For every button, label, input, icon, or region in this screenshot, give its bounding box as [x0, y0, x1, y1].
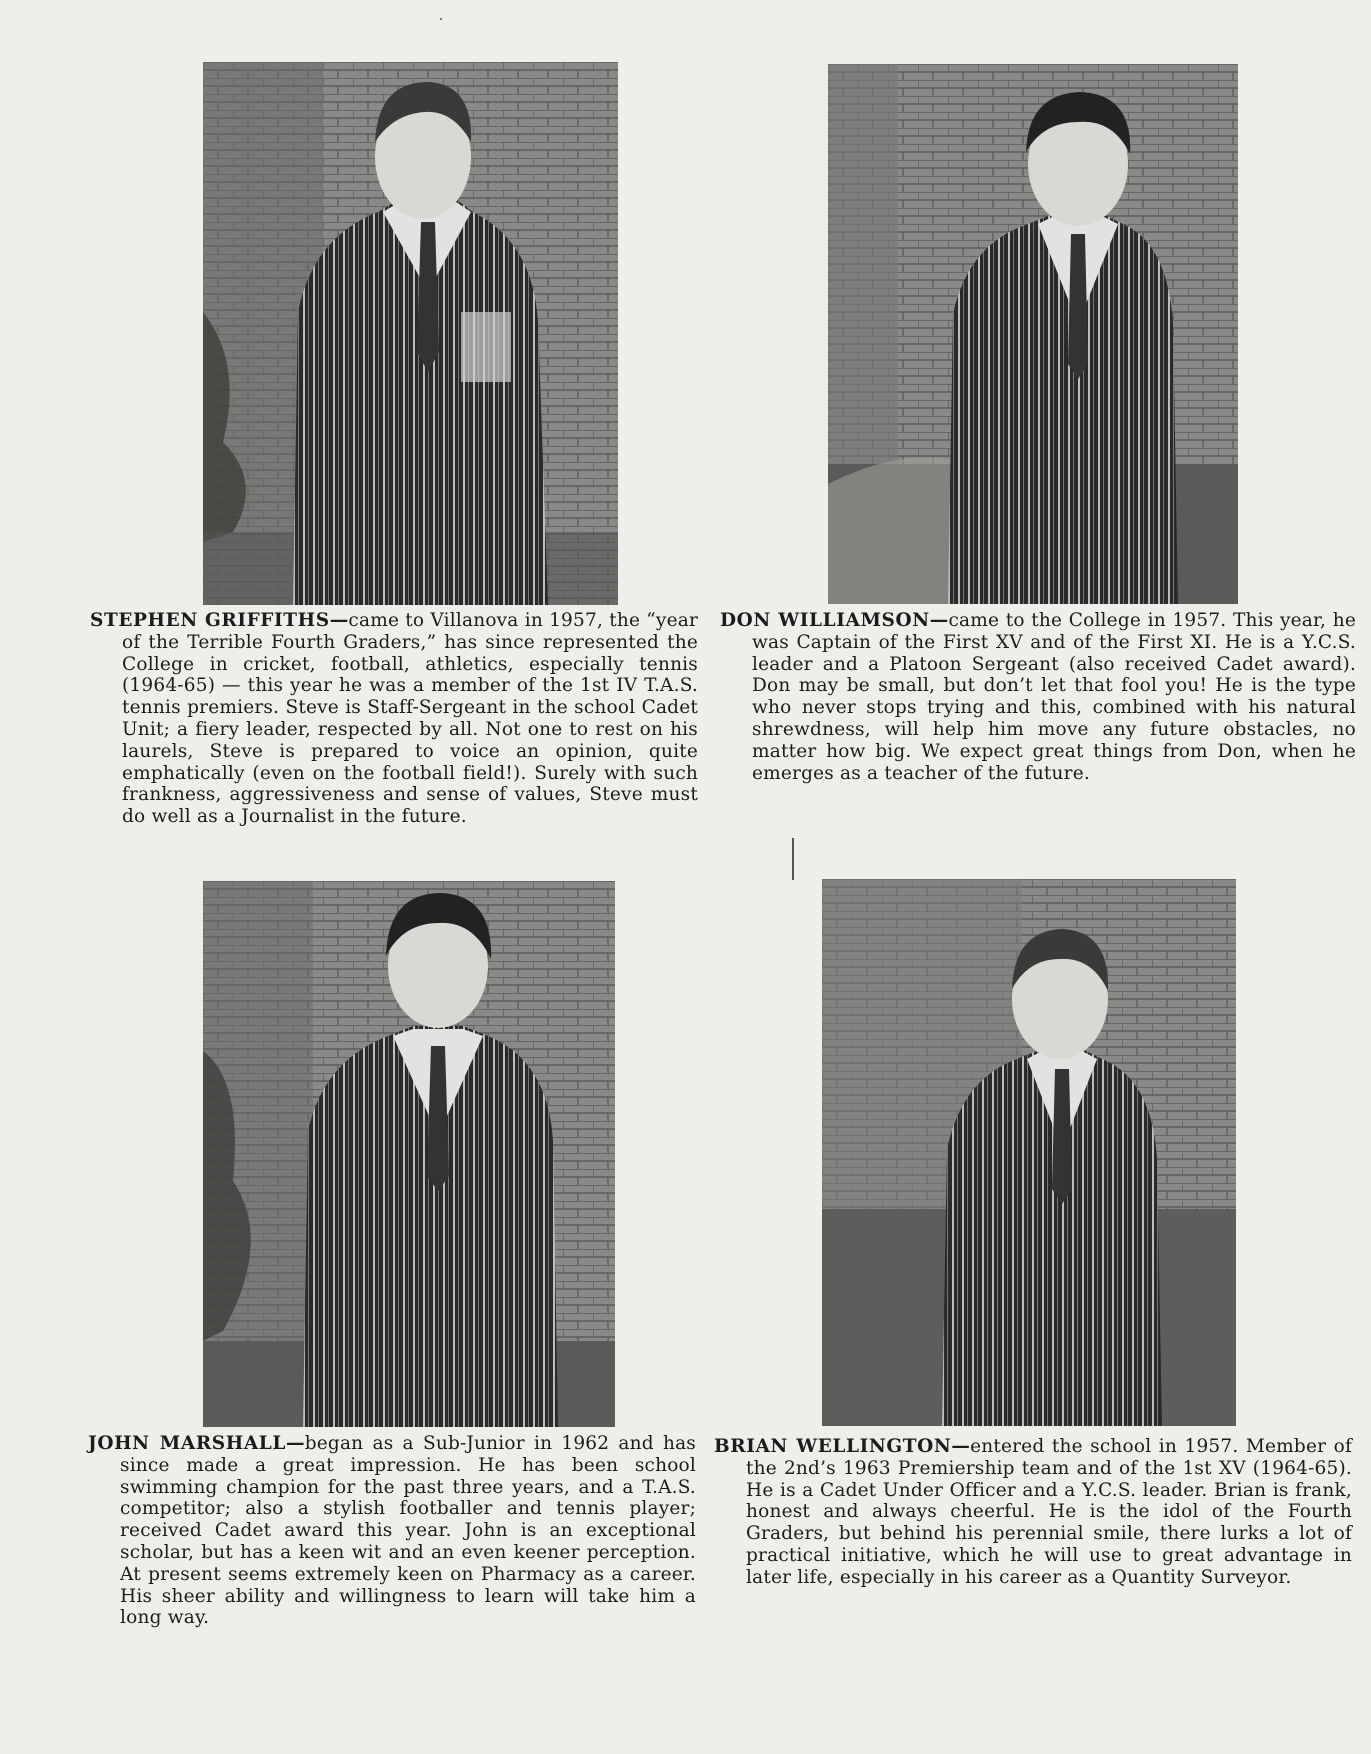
bio-name: STEPHEN GRIFFITHS — [90, 610, 330, 631]
bio-name: BRIAN WELLINGTON — [714, 1436, 952, 1457]
bio-text: came to the College in 1957. This year, he was Captain of the First XV and of the First XI. He is a Y.C.S. leader and a Platoon Sergeant (also received Cadet award). Don may be small, but don’t let that fool you! He is the type who never stops trying and this, combined with his natural shrewdness, will help him move any future obstacles, no matter how big. We expect great things from Don, when he emerges as a teacher of the future. — [752, 610, 1356, 784]
bio-text: entered the school in 1957. Member of the 2nd’s 1963 Premiership team and of the 1st XV (1964-65). He is a Cadet Under Officer and a Y.C.S. leader. Brian is frank, honest and always cheerful. He is the idol of the Fourth Graders, but behind his perennial smile, there lurks a lot of practical initiative, which he will use to great advantage in later life, especially in his career as a Quantity Surveyor. — [746, 1436, 1352, 1588]
print-speck — [440, 18, 442, 20]
photo-john-marshall — [203, 881, 615, 1427]
bio-name: DON WILLIAMSON — [720, 610, 930, 631]
photo-stephen-griffiths — [203, 62, 618, 605]
bio-john-marshall — [88, 1433, 696, 1629]
photo-brian-wellington — [822, 879, 1236, 1426]
bio-text: came to Villanova in 1957, the “year of the Terrible Fourth Graders,” has since represented the College in cricket, football, athletics, especially tennis (1964-65) — this year he was a member of the 1st IV T.A.S. tennis premiers. Steve is Staff-Sergeant in the school Cadet Unit; a fiery leader, respected by all. Not one to rest on his laurels, Steve is prepared to voice an opinion, quite emphatically (even on the football field!). Surely with such frankness, aggressiveness and sense of values, Steve must do well as a Journalist in the future. — [122, 610, 698, 828]
photo-don-williamson — [828, 64, 1238, 604]
bio-dash: — — [929, 610, 949, 631]
bio-dash: — — [329, 610, 349, 631]
bio-don-williamson — [720, 610, 1356, 784]
bio-stephen-griffiths — [90, 610, 698, 828]
bio-name: JOHN MARSHALL — [88, 1433, 287, 1454]
bio-brian-wellington — [714, 1436, 1352, 1589]
print-mark — [792, 838, 794, 880]
bio-text: began as a Sub-Junior in 1962 and has since made a great impression. He has been school swimming champion for the past three years, and a T.A.S. competitor; also a stylish footballer and tennis player; received Cadet award this year. John is an exceptional scholar, but has a keen wit and an even keener perception. At present seems extremely keen on Pharmacy as a career. His sheer ability and willingness to learn will take him a long way. — [120, 1433, 696, 1629]
bio-dash: — — [286, 1433, 305, 1454]
bio-dash: — — [951, 1436, 971, 1457]
